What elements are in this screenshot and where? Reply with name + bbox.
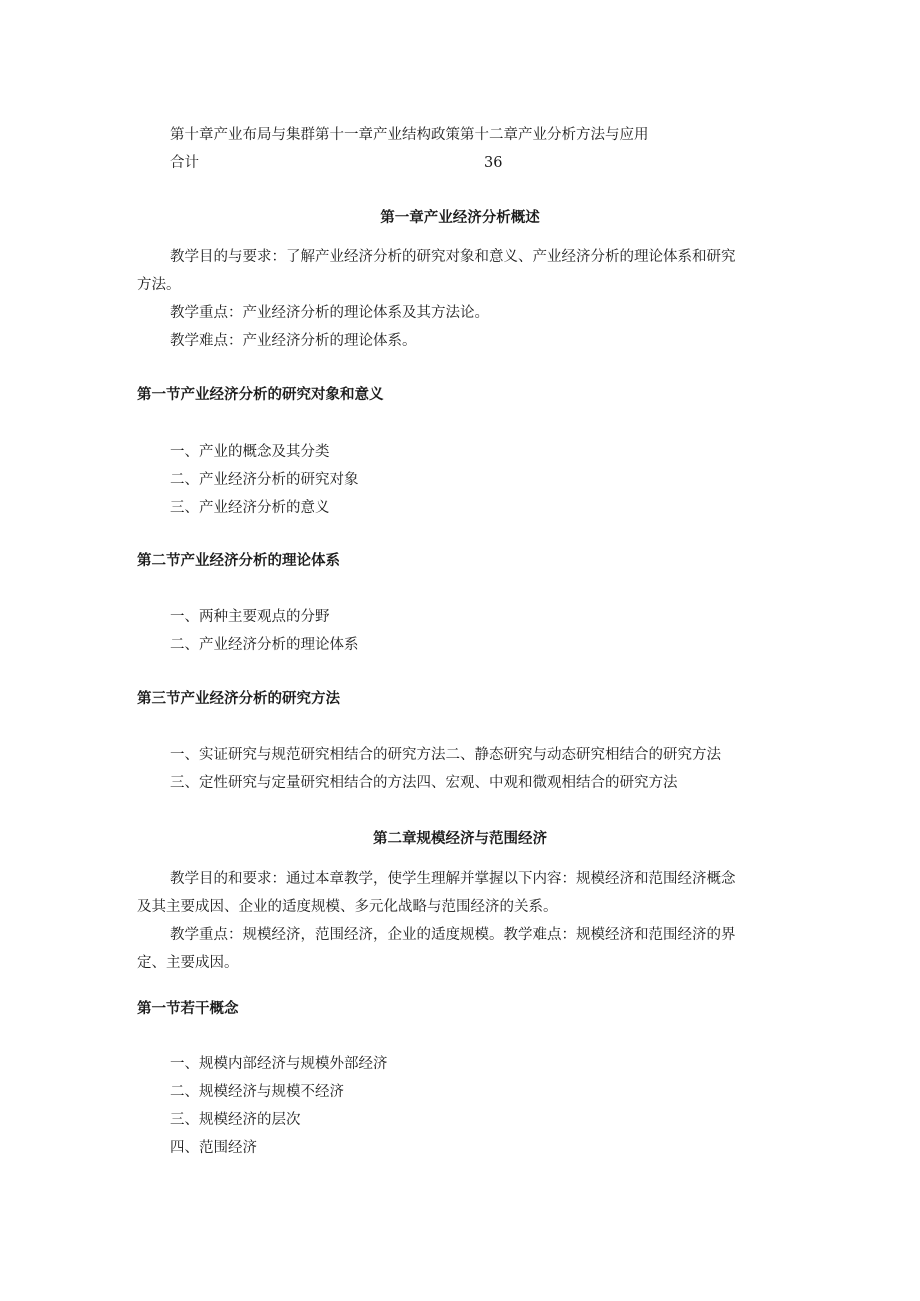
chapter2-key-line1: 教学重点：规模经济，范围经济，企业的适度规模。教学难点：规模经济和范围经济的界: [170, 927, 736, 943]
total-label: 合计: [170, 155, 199, 171]
chapter1-goal-line2: 方法。: [137, 277, 181, 293]
list-item: 一、两种主要观点的分野: [170, 609, 330, 625]
list-item: 三、规模经济的层次: [170, 1112, 301, 1128]
list-item: 一、实证研究与规范研究相结合的研究方法二、静态研究与动态研究相结合的研究方法: [170, 747, 721, 763]
list-item: 三、定性研究与定量研究相结合的方法四、宏观、中观和微观相结合的研究方法: [170, 775, 678, 791]
chapter1-title: 第一章产业经济分析概述: [380, 210, 540, 226]
total-value: 36: [484, 155, 503, 171]
chapter2-title: 第二章规模经济与范围经济: [373, 831, 547, 847]
ch1-section2-title: 第二节产业经济分析的理论体系: [137, 553, 340, 569]
list-item: 三、产业经济分析的意义: [170, 500, 330, 516]
list-item: 二、产业经济分析的研究对象: [170, 472, 359, 488]
list-item: 一、规模内部经济与规模外部经济: [170, 1056, 388, 1072]
chapter1-difficulties: 教学难点：产业经济分析的理论体系。: [170, 333, 417, 349]
chapters-list-line: 第十章产业布局与集群第十一章产业结构政策第十二章产业分析方法与应用: [170, 127, 649, 143]
ch2-section1-title: 第一节若干概念: [137, 1001, 239, 1017]
chapter2-goal-line2: 及其主要成因、企业的适度规模、多元化战略与范围经济的关系。: [137, 899, 558, 915]
chapter1-goal-line1: 教学目的与要求：了解产业经济分析的研究对象和意义、产业经济分析的理论体系和研究: [170, 249, 736, 265]
ch1-section1-title: 第一节产业经济分析的研究对象和意义: [137, 387, 384, 403]
list-item: 二、规模经济与规模不经济: [170, 1084, 344, 1100]
list-item: 四、范围经济: [170, 1140, 257, 1156]
chapter2-key-line2: 定、主要成因。: [137, 955, 239, 971]
chapter1-key-points: 教学重点：产业经济分析的理论体系及其方法论。: [170, 305, 489, 321]
list-item: 二、产业经济分析的理论体系: [170, 637, 359, 653]
chapter2-goal-line1: 教学目的和要求：通过本章教学，使学生理解并掌握以下内容：规模经济和范围经济概念: [170, 871, 736, 887]
list-item: 一、产业的概念及其分类: [170, 444, 330, 460]
ch1-section3-title: 第三节产业经济分析的研究方法: [137, 691, 340, 707]
